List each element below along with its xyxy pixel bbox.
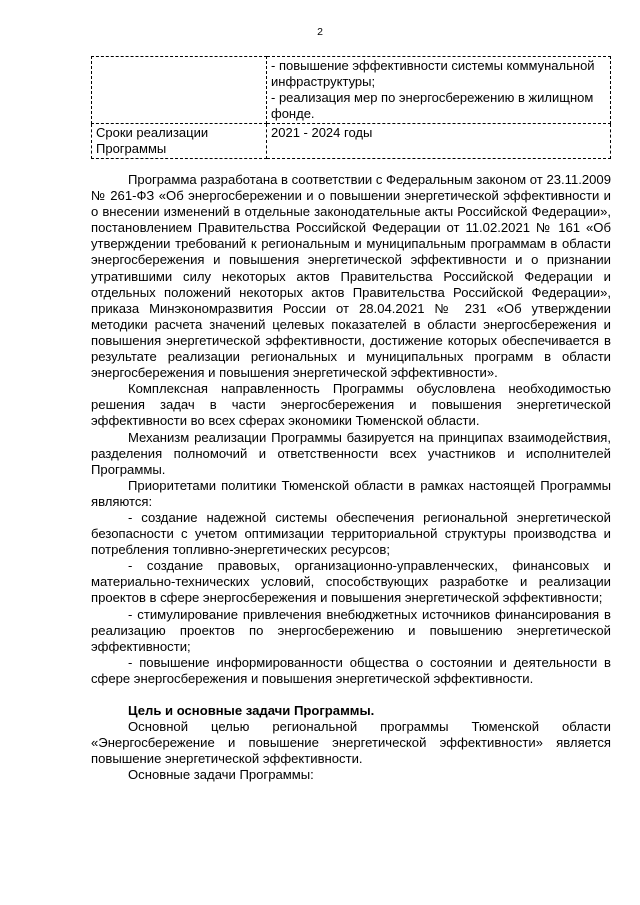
table-row (92, 57, 611, 124)
paragraph: Основные задачи Программы: (128, 767, 314, 783)
document-body (91, 172, 611, 783)
paragraph: Механизм реализации Программы базируется на принципах взаимодействия, разделения полномочий и ответственности всех участников и исполнителей Программы. (91, 429, 611, 477)
table-row (92, 124, 611, 159)
table-cell-label: Сроки реализации Программы (92, 124, 267, 159)
section-heading: Цель и основные задачи Программы. (128, 703, 375, 718)
paragraph: Основной целью региональной программы Тюменской области «Энергосбережение и повышение энергетической эффективности» является повышение энергетической эффективности. (91, 719, 611, 767)
page-number: 2 (317, 26, 323, 38)
list-item: - создание надежной системы обеспечения региональной энергетической безопасности с учетом оптимизации территориальной структуры производства и потребления топливно-энергетических ресурсов; (91, 509, 611, 558)
task-line: - повышение эффективности системы коммунальной инфраструктуры; (271, 58, 595, 89)
task-line: - реализация мер по энергосбережению в жилищном фонде. (271, 90, 594, 121)
list-item: - повышение информированности общества о состоянии и деятельности в сфере энергосбережения и повышения энергетической эффективности. (91, 654, 611, 686)
list-item: - стимулирование привлечения внебюджетных источников финансирования в реализацию проектов по энергосбережению и повышению энергетической эффективности; (91, 606, 611, 654)
list-item: - создание правовых, организационно-управленческих, финансовых и материально-технических условий, способствующих разработке и реализации проектов в сфере энергосбережения и повышения энергетической эффективности; (91, 558, 611, 606)
table-cell-value: 2021 - 2024 годы (267, 124, 611, 159)
table-cell-value (267, 57, 611, 124)
paragraph: Комплексная направленность Программы обусловлена необходимостью решения задач в части энергосбережения и повышения энергетической эффективности во всех сферах экономики Тюменской области. (91, 381, 611, 429)
table-cell-label (92, 57, 267, 124)
program-passport-table (91, 56, 611, 159)
paragraph: Программа разработана в соответствии с Федеральным законом от 23.11.2009 № 261-ФЗ «Об энергосбережении и о повышении энергетической эффективности и о внесении изменений в отдельные законодательные акты Российской Федерации», постановлением Правительства Российской Федерации от 11.02.2021 № 161 «Об утверждении требований к региональным и муниципальным программам в области энергосбережения и повышения энергетической эффективности и о признании утратившими силу некоторых актов Правительства Российской Федерации и отдельных положений некоторых актов Правительства Российской Федерации», приказа Минэкономразвития России от 28.04.2021 № 231 «Об утверждении методики расчета значений целевых показателей в области энергосбережения и повышения энергетической эффективности, достижение которых обеспечивается в результате реализации региональных и муниципальных программ в области энергосбережения и повышения энергетической эффективности». (91, 172, 611, 381)
paragraph: Приоритетами политики Тюменской области в рамках настоящей Программы являются: (91, 477, 611, 509)
